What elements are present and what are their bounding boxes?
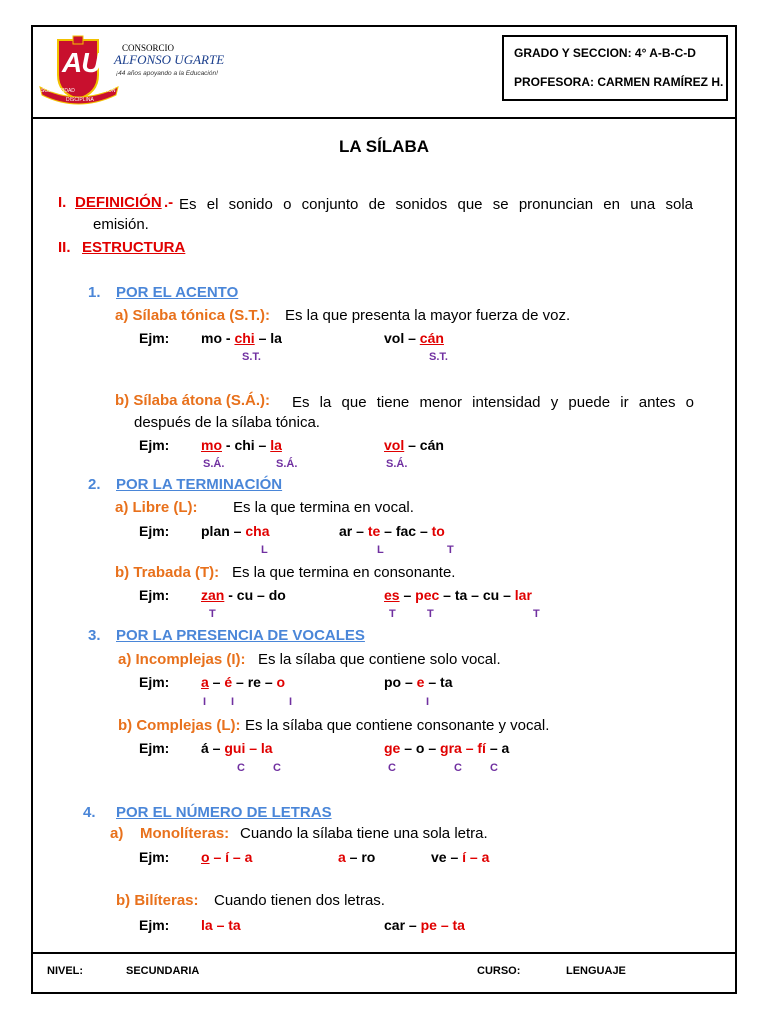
s4a-ex1: o – í – a xyxy=(201,849,253,865)
estructura-num: II. xyxy=(58,239,71,256)
estructura-label: ESTRUCTURA xyxy=(82,239,186,256)
s3a-ex1-tag-1: I xyxy=(203,696,207,708)
s1a-ex2: vol – cán xyxy=(384,330,444,346)
s1b-label: b) Sílaba átona (S.Á.): xyxy=(115,392,271,409)
s4a-label: a) Monolíteras: xyxy=(110,825,230,842)
s3b-ex1-tag-1: C xyxy=(237,762,245,774)
s2b-text: Es la que termina en consonante. xyxy=(232,564,456,581)
s1a-ejm: Ejm: xyxy=(139,330,170,346)
s4a-text: Cuando la sílaba tiene una sola letra. xyxy=(240,825,488,842)
s3b-text: Es la sílaba que contiene consonante y vocal. xyxy=(245,717,550,734)
logo-banner-left: SOLIDARIDAD xyxy=(41,88,75,94)
s3a-ex1-tag-2: I xyxy=(231,696,235,708)
s3a-text: Es la sílaba que contiene solo vocal. xyxy=(258,651,501,668)
definicion-text1: Es el sonido o conjunto de sonidos que se pronuncian en una sola xyxy=(179,196,693,213)
header-divider xyxy=(31,117,737,119)
s2a-ex1-tag: L xyxy=(261,544,268,556)
s1b-text1: Es la que tiene menor intensidad y puede ir antes o xyxy=(292,394,694,411)
s2b-ex2-tag-3: T xyxy=(533,608,540,620)
s3b-ex1-tag-2: C xyxy=(273,762,281,774)
s1-title: POR EL ACENTO xyxy=(116,284,239,301)
s1b-ex1-tag-2: S.Á. xyxy=(276,458,298,470)
s3b-ex2-tag-2: C xyxy=(454,762,462,774)
s1b-ejm: Ejm: xyxy=(139,437,170,453)
nivel-label: NIVEL: xyxy=(47,965,84,977)
s2b-ex1-tag: T xyxy=(209,608,216,620)
s3b-ex1: á – gui – la xyxy=(201,740,273,756)
s3b-label: b) Complejas (L): xyxy=(118,717,241,734)
s3-num: 3. xyxy=(88,627,101,644)
s1b-ex2: vol – cán xyxy=(384,437,444,453)
logo-banner-mid: DISCIPLINA xyxy=(66,97,94,103)
s1b-text2: después de la sílaba tónica. xyxy=(134,414,320,431)
definicion-label: DEFINICIÓN xyxy=(75,194,162,211)
s1-num: 1. xyxy=(88,284,101,301)
s4a-ex2: a – ro xyxy=(338,849,376,865)
s4b-ex2: car – pe – ta xyxy=(384,917,465,933)
logo-line1: CONSORCIO xyxy=(122,43,175,53)
s3a-ex1-tag-3: I xyxy=(289,696,293,708)
s3-title: POR LA PRESENCIA DE VOCALES xyxy=(116,627,365,644)
s2b-ex2: es – pec – ta – cu – lar xyxy=(384,587,532,603)
s1b-ex1: mo - chi – la xyxy=(201,437,282,453)
s3b-ejm: Ejm: xyxy=(139,740,170,756)
s2-num: 2. xyxy=(88,476,101,493)
s3a-ejm: Ejm: xyxy=(139,674,170,690)
curso-label: CURSO: xyxy=(477,965,521,977)
s2b-ex1: zan - cu – do xyxy=(201,587,286,603)
s2a-ex1: plan – cha xyxy=(201,523,270,539)
s3b-ex2-tag-3: C xyxy=(490,762,498,774)
curso-value: LENGUAJE xyxy=(566,965,626,977)
s4b-ejm: Ejm: xyxy=(139,917,170,933)
s1a-ex1: mo - chi – la xyxy=(201,330,282,346)
logo-banner-right: ACCION xyxy=(96,88,116,94)
s2a-label: a) Libre (L): xyxy=(115,499,198,516)
s2b-label: b) Trabada (T): xyxy=(115,564,220,581)
s4b-ex1: la – ta xyxy=(201,917,241,933)
nivel-value: SECUNDARIA xyxy=(126,965,200,977)
s4b-text: Cuando tienen dos letras. xyxy=(214,892,385,909)
grado-seccion: GRADO Y SECCION: 4° A-B-C-D xyxy=(514,46,696,60)
page-title: LA SÍLABA xyxy=(338,137,430,156)
definicion-sep: .- xyxy=(164,194,174,211)
logo-letters: AU xyxy=(62,47,101,78)
logo-tagline: ¡44 años apoyando a la Educación! xyxy=(116,70,218,77)
school-logo xyxy=(38,35,225,105)
profesora: PROFESORA: CARMEN RAMÍREZ H. xyxy=(514,75,724,89)
s1a-ex1-tag: S.T. xyxy=(242,351,261,363)
footer-divider xyxy=(31,952,737,954)
s4b-label: b) Bilíteras: xyxy=(116,892,199,909)
s1a-text: Es la que presenta la mayor fuerza de voz. xyxy=(285,307,571,324)
info-box xyxy=(502,35,728,101)
s3b-ex2: ge – o – gra – fí – a xyxy=(384,740,510,756)
s2b-ex2-tag-2: T xyxy=(427,608,434,620)
s2a-ex2: ar – te – fac – to xyxy=(339,523,445,539)
s4-num: 4. xyxy=(83,804,96,821)
s2a-ex2-tag-2: T xyxy=(447,544,454,556)
s4a-ex3: ve – í – a xyxy=(431,849,490,865)
s2a-ex2-tag-1: L xyxy=(377,544,384,556)
s1a-label: a) Sílaba tónica (S.T.): xyxy=(115,307,271,324)
s2-title: POR LA TERMINACIÓN xyxy=(116,476,283,493)
s2a-ejm: Ejm: xyxy=(139,523,170,539)
definicion-text2: emisión. xyxy=(93,216,149,233)
s1b-ex2-tag: S.Á. xyxy=(386,458,408,470)
s4a-ejm: Ejm: xyxy=(139,849,170,865)
s1b-ex1-tag-1: S.Á. xyxy=(203,458,225,470)
s1a-ex2-tag: S.T. xyxy=(429,351,448,363)
s2b-ex2-tag-1: T xyxy=(389,608,396,620)
s3a-ex1: a – é – re – o xyxy=(201,674,286,690)
s2a-text: Es la que termina en vocal. xyxy=(233,499,414,516)
s3a-ex2: po – e – ta xyxy=(384,674,453,690)
s3a-ex2-tag: I xyxy=(426,696,430,708)
s3b-ex2-tag-1: C xyxy=(388,762,396,774)
s3a-label: a) Incomplejas (I): xyxy=(118,651,246,668)
definicion-num: I. xyxy=(58,194,67,211)
s4-title: POR EL NÚMERO DE LETRAS xyxy=(116,804,332,821)
s2b-ejm: Ejm: xyxy=(139,587,170,603)
logo-line2: ALFONSO UGARTE xyxy=(114,52,225,67)
